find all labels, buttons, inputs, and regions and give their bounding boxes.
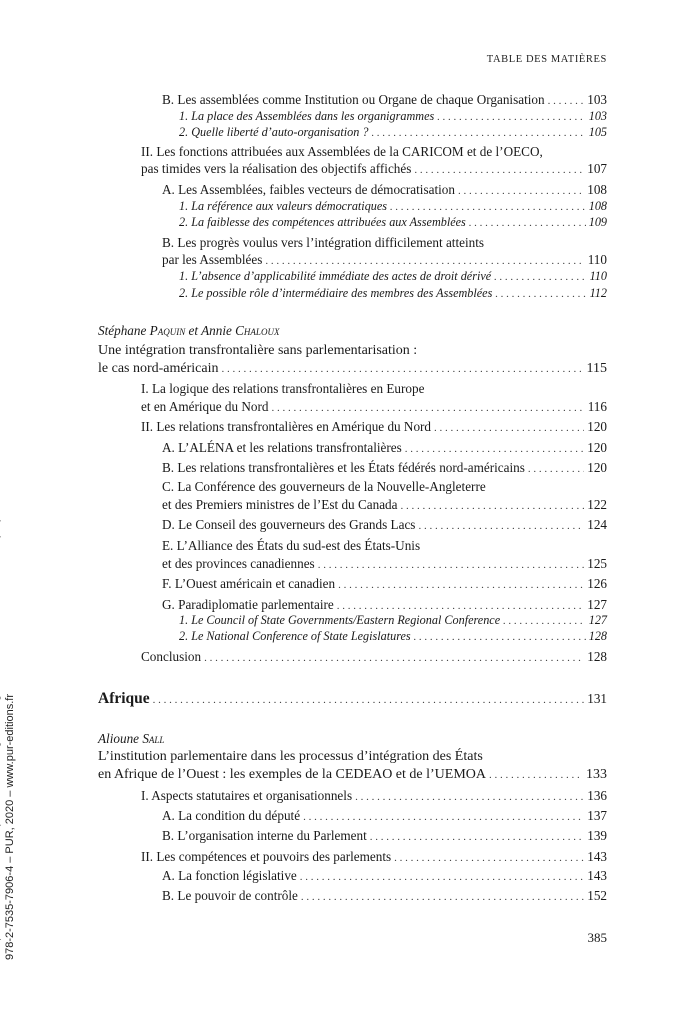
chapter-title-line1: Une intégration transfrontalière sans parlementarisation : <box>98 343 418 358</box>
toc-entry: 2. Le possible rôle d’intermédiaire des membres des Assemblées . . . 112 <box>179 285 607 302</box>
toc-entry: 2. La faiblesse des compétences attribuées aux Assemblées . . . 109 <box>179 214 607 231</box>
toc-entry: 2. Le National Conference of State Legislatures . . . 128 <box>179 628 607 645</box>
toc-entry-line1: E. L’Alliance des États du sud-est des États-Unis <box>162 538 421 553</box>
chapter-authors: Stéphane Paquin et Annie Chaloux <box>98 323 280 338</box>
citation-line-2: 978-2-7535-7906-4 – PUR, 2020 – www.pur-editions.fr <box>4 694 16 960</box>
toc-entry: A. La fonction législative . . . 143 <box>162 868 607 885</box>
toc-entry: 1. La référence aux valeurs démocratiques . . . 108 <box>179 198 607 215</box>
toc-entry: B. Les relations transfrontalières et les États fédérés nord-américains . . . 120 <box>162 460 607 477</box>
toc-entry-line1: C. La Conférence des gouverneurs de la Nouvelle-Angleterre <box>162 479 486 494</box>
toc-entry-line1: B. Les progrès voulus vers l’intégration difficilement atteints <box>162 235 485 250</box>
chapter-title-line1: L’institution parlementaire dans les processus d’intégration des États <box>98 749 483 764</box>
toc-entry: et des provinces canadiennes . . . 125 <box>162 556 607 573</box>
toc-entry: II. Les relations transfrontalières en Amérique du Nord . . . 120 <box>141 419 607 436</box>
toc-entry: 2. Quelle liberté d’auto-organisation ? . . . 105 <box>179 124 607 141</box>
toc-entry: A. La condition du député . . . 137 <box>162 808 607 825</box>
toc-entry: I. Aspects statutaires et organisationnels . . . 136 <box>141 788 607 805</box>
toc-entry: A. L’ALÉNA et les relations transfrontalières . . . 120 <box>162 440 607 457</box>
toc-entry: D. Le Conseil des gouverneurs des Grands Lacs . . . 124 <box>162 517 607 534</box>
toc-entry: 1. La place des Assemblées dans les organigrammes . . . 103 <box>179 108 607 125</box>
toc-entry-line1: II. Les fonctions attribuées aux Assemblées de la CARICOM et de l’OECO, <box>141 144 543 159</box>
toc-entry: par les Assemblées . . . 110 <box>162 252 607 269</box>
toc-entry: B. Le pouvoir de contrôle . . . 152 <box>162 888 607 905</box>
toc-entry-line1: I. La logique des relations transfrontalières en Europe <box>141 381 425 396</box>
part-heading: Afrique . . . 131 <box>98 691 607 708</box>
toc-entry: et des Premiers ministres de l’Est du Canada . . . 122 <box>162 497 607 514</box>
toc-entry: F. L’Ouest américain et canadien . . . 126 <box>162 576 607 593</box>
page-number: 385 <box>587 930 607 945</box>
chapter-title-entry: en Afrique de l’Ouest : les exemples de la CEDEAO et de l’UEMOA . . . 133 <box>98 767 607 783</box>
toc-entry: Conclusion . . . 128 <box>141 649 607 666</box>
toc-entry: II. Les compétences et pouvoirs des parlements . . . 143 <box>141 849 607 866</box>
toc-entry: B. L’organisation interne du Parlement . . . 139 <box>162 828 607 845</box>
toc-entry: 1. Le Council of State Governments/Eastern Regional Conference . . . 127 <box>179 612 607 629</box>
citation-sidebar <box>0 518 18 960</box>
toc-entry: pas timides vers la réalisation des objectifs affichés . . . 107 <box>141 161 607 178</box>
toc-entry: G. Paradiplomatie parlementaire . . . 127 <box>162 597 607 614</box>
toc-entry: 1. L’absence d’applicabilité immédiate des actes de droit dérivé . . . 110 <box>179 268 607 285</box>
toc-entry: B. Les assemblées comme Institution ou Organe de chaque Organisation . . . 103 <box>162 92 607 109</box>
toc-entry: A. Les Assemblées, faibles vecteurs de démocratisation . . . 108 <box>162 182 607 199</box>
toc-entry: et en Amérique du Nord . . . 116 <box>141 399 607 416</box>
chapter-authors: Alioune Sall <box>98 731 165 746</box>
running-header: TABLE DES MATIÈRES <box>486 54 607 65</box>
chapter-title-entry: le cas nord-américain . . . 115 <box>98 361 607 377</box>
